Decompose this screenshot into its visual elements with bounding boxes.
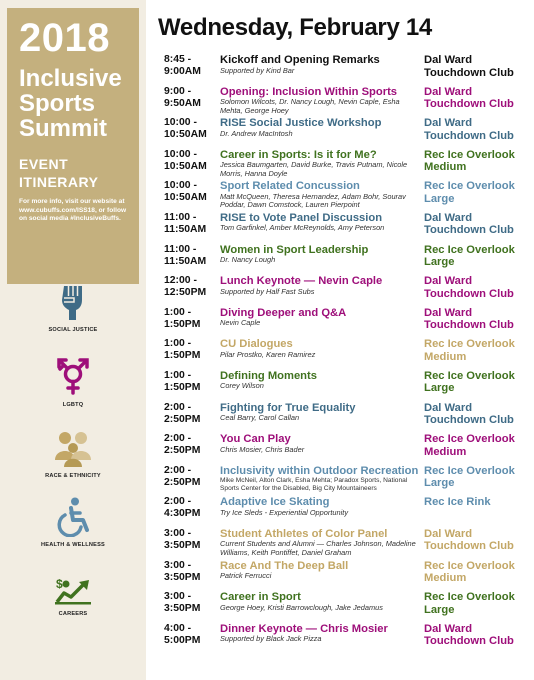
session-details <box>220 180 424 210</box>
session-end-time: 1:50PM <box>164 381 201 393</box>
session-time <box>164 117 220 141</box>
session-speakers: Dr. Nancy Lough <box>220 255 276 265</box>
session-location <box>424 149 530 174</box>
session-title: Lunch Keynote — Nevin Caple <box>220 275 383 288</box>
session-title: Student Athletes of Color Panel <box>220 527 388 540</box>
location-line: Touchdown Club <box>424 287 514 300</box>
career-growth-icon <box>53 576 93 606</box>
location-line: Rec Ice Overlook <box>424 148 515 161</box>
session-location <box>424 212 530 237</box>
location-line: Medium <box>424 445 467 458</box>
session-speakers: Mike McNeil, Alton Clark, Esha Mehta; Paradox Sports, National Sports Center for the Disabled, Big City Mountaineers <box>220 477 408 492</box>
session-title: Adaptive Ice Skating <box>220 496 330 509</box>
more-info-text: For more info, visit our website at www.cubuffs.com/ISS18, or follow on social media #InclusiveBuffs. <box>19 198 127 222</box>
session-location <box>424 402 530 427</box>
schedule-row <box>164 212 530 244</box>
location-line: Rec Ice Rink <box>424 496 491 509</box>
summit-year: 2018 <box>19 16 110 60</box>
session-time <box>164 370 220 394</box>
location-line: Dal Ward <box>424 401 473 414</box>
session-title: Diving Deeper and Q&A <box>220 306 347 319</box>
session-end-time: 2:50PM <box>164 413 201 425</box>
session-speakers: Dr. Andrew MacIntosh <box>220 128 293 138</box>
event-label-line: EVENT <box>19 156 69 172</box>
session-time <box>164 212 220 236</box>
session-location <box>424 117 530 142</box>
session-location <box>424 307 530 332</box>
session-end-time: 10:50AM <box>164 192 207 204</box>
session-time <box>164 402 220 426</box>
session-title: Career in Sport <box>220 591 301 604</box>
sidebar <box>0 0 146 680</box>
session-title: Dinner Keynote — Chris Mosier <box>220 622 388 635</box>
session-speakers: Pilar Prostko, Karen Ramirez <box>220 349 316 359</box>
session-location <box>424 180 530 205</box>
location-line: Rec Ice Overlook <box>424 243 515 256</box>
wheelchair-icon <box>54 497 92 537</box>
session-location <box>424 623 530 648</box>
summit-title-line: Inclusive <box>19 65 122 92</box>
session-end-time: 5:00PM <box>164 634 201 646</box>
category-health-wellness <box>7 497 139 548</box>
session-details <box>220 560 424 581</box>
category-social-justice <box>7 282 139 333</box>
session-time <box>164 54 220 78</box>
session-details <box>220 117 424 138</box>
session-details <box>220 528 424 558</box>
session-location <box>424 86 530 111</box>
session-start-time: 2:00 - <box>164 401 192 413</box>
session-speakers: Patrick Ferrucci <box>220 571 272 580</box>
session-location <box>424 370 530 395</box>
location-line: Touchdown Club <box>424 66 514 79</box>
session-title: CU Dialogues <box>220 338 293 351</box>
session-location <box>424 496 530 509</box>
schedule-row <box>164 370 530 402</box>
session-time <box>164 86 220 110</box>
category-careers <box>7 576 139 617</box>
location-line: Dal Ward <box>424 275 473 288</box>
session-end-time: 3:50PM <box>164 571 201 583</box>
session-time <box>164 307 220 331</box>
session-time <box>164 149 220 173</box>
category-label: SOCIAL JUSTICE <box>48 327 98 333</box>
session-end-time: 10:50AM <box>164 160 207 172</box>
session-start-time: 10:00 - <box>164 180 197 192</box>
sidebar-header <box>7 8 139 284</box>
session-end-time: 12:50PM <box>164 287 207 299</box>
category-label: RACE & ETHNICITY <box>45 473 101 479</box>
session-start-time: 11:00 - <box>164 211 197 223</box>
location-line: Rec Ice Overlook <box>424 180 515 193</box>
location-line: Touchdown Club <box>424 319 514 332</box>
location-line: Dal Ward <box>424 622 473 635</box>
category-label: LGBTQ <box>62 402 84 408</box>
session-time <box>164 275 220 299</box>
session-title: Defining Moments <box>220 369 317 382</box>
session-end-time: 1:50PM <box>164 318 201 330</box>
location-line: Touchdown Club <box>424 129 514 142</box>
session-speakers: Supported by Black Jack Pizza <box>220 634 322 644</box>
session-details <box>220 275 424 296</box>
session-details <box>220 402 424 423</box>
session-time <box>164 623 220 647</box>
session-start-time: 12:00 - <box>164 275 197 287</box>
schedule-row <box>164 117 530 149</box>
location-line: Touchdown Club <box>424 635 514 648</box>
summit-title <box>19 66 131 141</box>
session-location <box>424 465 530 490</box>
session-speakers: Solomon Wilcots, Dr. Nancy Lough, Nevin Caple, Esha Mehta, George Hoey <box>220 97 400 115</box>
session-details <box>220 149 424 179</box>
session-end-time: 2:50PM <box>164 445 201 457</box>
session-time <box>164 560 220 584</box>
location-line: Large <box>424 603 455 616</box>
session-speakers: Ceal Barry, Carol Callan <box>220 413 300 423</box>
session-speakers: Tom Garfinkel, Amber McReynolds, Amy Peterson <box>220 223 385 233</box>
schedule-list <box>164 54 530 654</box>
location-line: Rec Ice Overlook <box>424 338 515 351</box>
session-start-time: 2:00 - <box>164 496 192 508</box>
session-location <box>424 54 530 79</box>
session-details <box>220 54 424 75</box>
session-end-time: 2:50PM <box>164 476 201 488</box>
session-time <box>164 465 220 489</box>
session-details <box>220 244 424 265</box>
location-line: Dal Ward <box>424 527 473 540</box>
schedule-row <box>164 275 530 307</box>
location-line: Large <box>424 256 455 269</box>
session-location <box>424 338 530 363</box>
schedule-row <box>164 338 530 370</box>
session-speakers: Jessica Baumgarten, David Burke, Travis Putnam, Nicole Morris, Hanna Doyle <box>220 160 408 178</box>
location-line: Touchdown Club <box>424 98 514 111</box>
session-start-time: 1:00 - <box>164 369 192 381</box>
session-start-time: 1:00 - <box>164 338 192 350</box>
schedule-row <box>164 149 530 181</box>
location-line: Dal Ward <box>424 211 473 224</box>
session-start-time: 9:00 - <box>164 85 192 97</box>
location-line: Dal Ward <box>424 306 473 319</box>
session-details <box>220 307 424 328</box>
location-line: Touchdown Club <box>424 224 514 237</box>
session-end-time: 11:50AM <box>164 255 207 267</box>
session-time <box>164 180 220 204</box>
location-line: Rec Ice Overlook <box>424 464 515 477</box>
session-title: Opening: Inclusion Within Sports <box>220 85 398 98</box>
session-end-time: 9:50AM <box>164 97 201 109</box>
session-speakers: Try Ice Sleds - Experiential Opportunity <box>220 507 349 517</box>
location-line: Rec Ice Overlook <box>424 559 515 572</box>
session-location <box>424 244 530 269</box>
schedule-row <box>164 86 530 118</box>
session-start-time: 2:00 - <box>164 464 192 476</box>
session-end-time: 3:50PM <box>164 603 201 615</box>
raised-fist-icon <box>56 282 90 322</box>
session-speakers: Supported by Kind Bar <box>220 65 295 75</box>
category-race-ethnicity <box>7 430 139 479</box>
location-line: Medium <box>424 572 467 584</box>
session-speakers: Supported by Half Fast Subs <box>220 286 315 296</box>
schedule-row <box>164 402 530 434</box>
session-start-time: 3:00 - <box>164 527 192 539</box>
session-speakers: Matt McQueen, Theresa Hernandez, Adam Bohr, Sourav Poddar, Dawn Comstock, Lauren Pierpoint <box>220 191 406 210</box>
session-title: Race And The Deep Ball <box>220 559 349 572</box>
session-speakers: Nevin Caple <box>220 318 261 328</box>
session-title: You Can Play <box>220 433 291 446</box>
location-line: Dal Ward <box>424 54 473 66</box>
schedule-row <box>164 180 530 212</box>
session-title: Inclusivity within Outdoor Recreation <box>220 464 419 477</box>
location-line: Rec Ice Overlook <box>424 591 515 604</box>
session-time <box>164 591 220 615</box>
diverse-people-icon <box>53 430 93 468</box>
session-start-time: 3:00 - <box>164 559 192 571</box>
session-details <box>220 370 424 391</box>
location-line: Touchdown Club <box>424 414 514 427</box>
session-title: Kickoff and Opening Remarks <box>220 54 380 66</box>
session-location <box>424 528 530 553</box>
schedule-row <box>164 623 530 655</box>
schedule-row <box>164 433 530 465</box>
session-end-time: 9:00AM <box>164 66 201 77</box>
schedule-row <box>164 244 530 276</box>
session-speakers: Current Students and Alumni — Charles Johnson, Madeline Williams, Keith Pontiffet, Daniel Graham <box>220 539 416 557</box>
schedule-row <box>164 528 530 560</box>
schedule-row <box>164 54 530 86</box>
summit-title-line: Summit <box>19 115 108 142</box>
session-speakers: Corey Wilson <box>220 381 264 391</box>
session-title: RISE to Vote Panel Discussion <box>220 211 383 224</box>
session-time <box>164 496 220 520</box>
session-end-time: 1:50PM <box>164 350 201 362</box>
session-start-time: 2:00 - <box>164 433 192 445</box>
session-details <box>220 623 424 644</box>
session-details <box>220 496 424 517</box>
session-details <box>220 212 424 233</box>
session-end-time: 4:30PM <box>164 508 201 520</box>
session-time <box>164 244 220 268</box>
session-details <box>220 591 424 612</box>
session-location <box>424 275 530 300</box>
session-title: Sport Related Concussion <box>220 180 360 193</box>
session-speakers: Chris Mosier, Chris Bader <box>220 444 305 454</box>
schedule-row <box>164 496 530 528</box>
session-start-time: 10:00 - <box>164 117 197 129</box>
session-details <box>220 433 424 454</box>
location-line: Large <box>424 192 455 205</box>
location-line: Dal Ward <box>424 117 473 130</box>
session-start-time: 3:00 - <box>164 591 192 603</box>
session-title: Fighting for True Equality <box>220 401 356 414</box>
event-itinerary-label <box>19 155 131 191</box>
category-label: HEALTH & WELLNESS <box>41 542 105 548</box>
location-line: Large <box>424 477 455 490</box>
session-start-time: 1:00 - <box>164 306 192 318</box>
session-title: Women in Sport Leadership <box>220 243 369 256</box>
session-start-time: 10:00 - <box>164 148 197 160</box>
schedule-row <box>164 465 530 497</box>
session-start-time: 11:00 - <box>164 243 197 255</box>
location-line: Large <box>424 382 455 395</box>
location-line: Medium <box>424 161 467 174</box>
session-location <box>424 433 530 458</box>
session-speakers: George Hoey, Kristi Barrowclough, Jake Jedamus <box>220 602 383 612</box>
session-details <box>220 86 424 116</box>
session-end-time: 11:50AM <box>164 223 207 235</box>
schedule-row <box>164 307 530 339</box>
session-location <box>424 560 530 585</box>
session-end-time: 3:50PM <box>164 539 201 551</box>
category-label: CAREERS <box>58 611 88 617</box>
session-start-time: 4:00 - <box>164 622 192 634</box>
summit-title-line: Sports <box>19 90 96 117</box>
category-lgbtq <box>7 357 139 408</box>
location-line: Rec Ice Overlook <box>424 433 515 446</box>
session-end-time: 10:50AM <box>164 129 207 141</box>
session-time <box>164 528 220 552</box>
session-time <box>164 433 220 457</box>
svg-text:$: $ <box>56 577 63 591</box>
transgender-symbol-icon <box>54 357 92 397</box>
schedule-row <box>164 560 530 592</box>
session-start-time: 8:45 - <box>164 54 192 65</box>
session-title: RISE Social Justice Workshop <box>220 117 382 130</box>
session-title: Career in Sports: Is it for Me? <box>220 148 377 161</box>
session-details <box>220 338 424 359</box>
location-line: Dal Ward <box>424 85 473 98</box>
page-title: Wednesday, February 14 <box>158 14 432 41</box>
session-location <box>424 591 530 616</box>
session-time <box>164 338 220 362</box>
session-details <box>220 465 424 493</box>
location-line: Medium <box>424 350 467 363</box>
location-line: Rec Ice Overlook <box>424 369 515 382</box>
event-label-line: ITINERARY <box>19 174 99 190</box>
schedule-row <box>164 591 530 623</box>
location-line: Touchdown Club <box>424 540 514 553</box>
